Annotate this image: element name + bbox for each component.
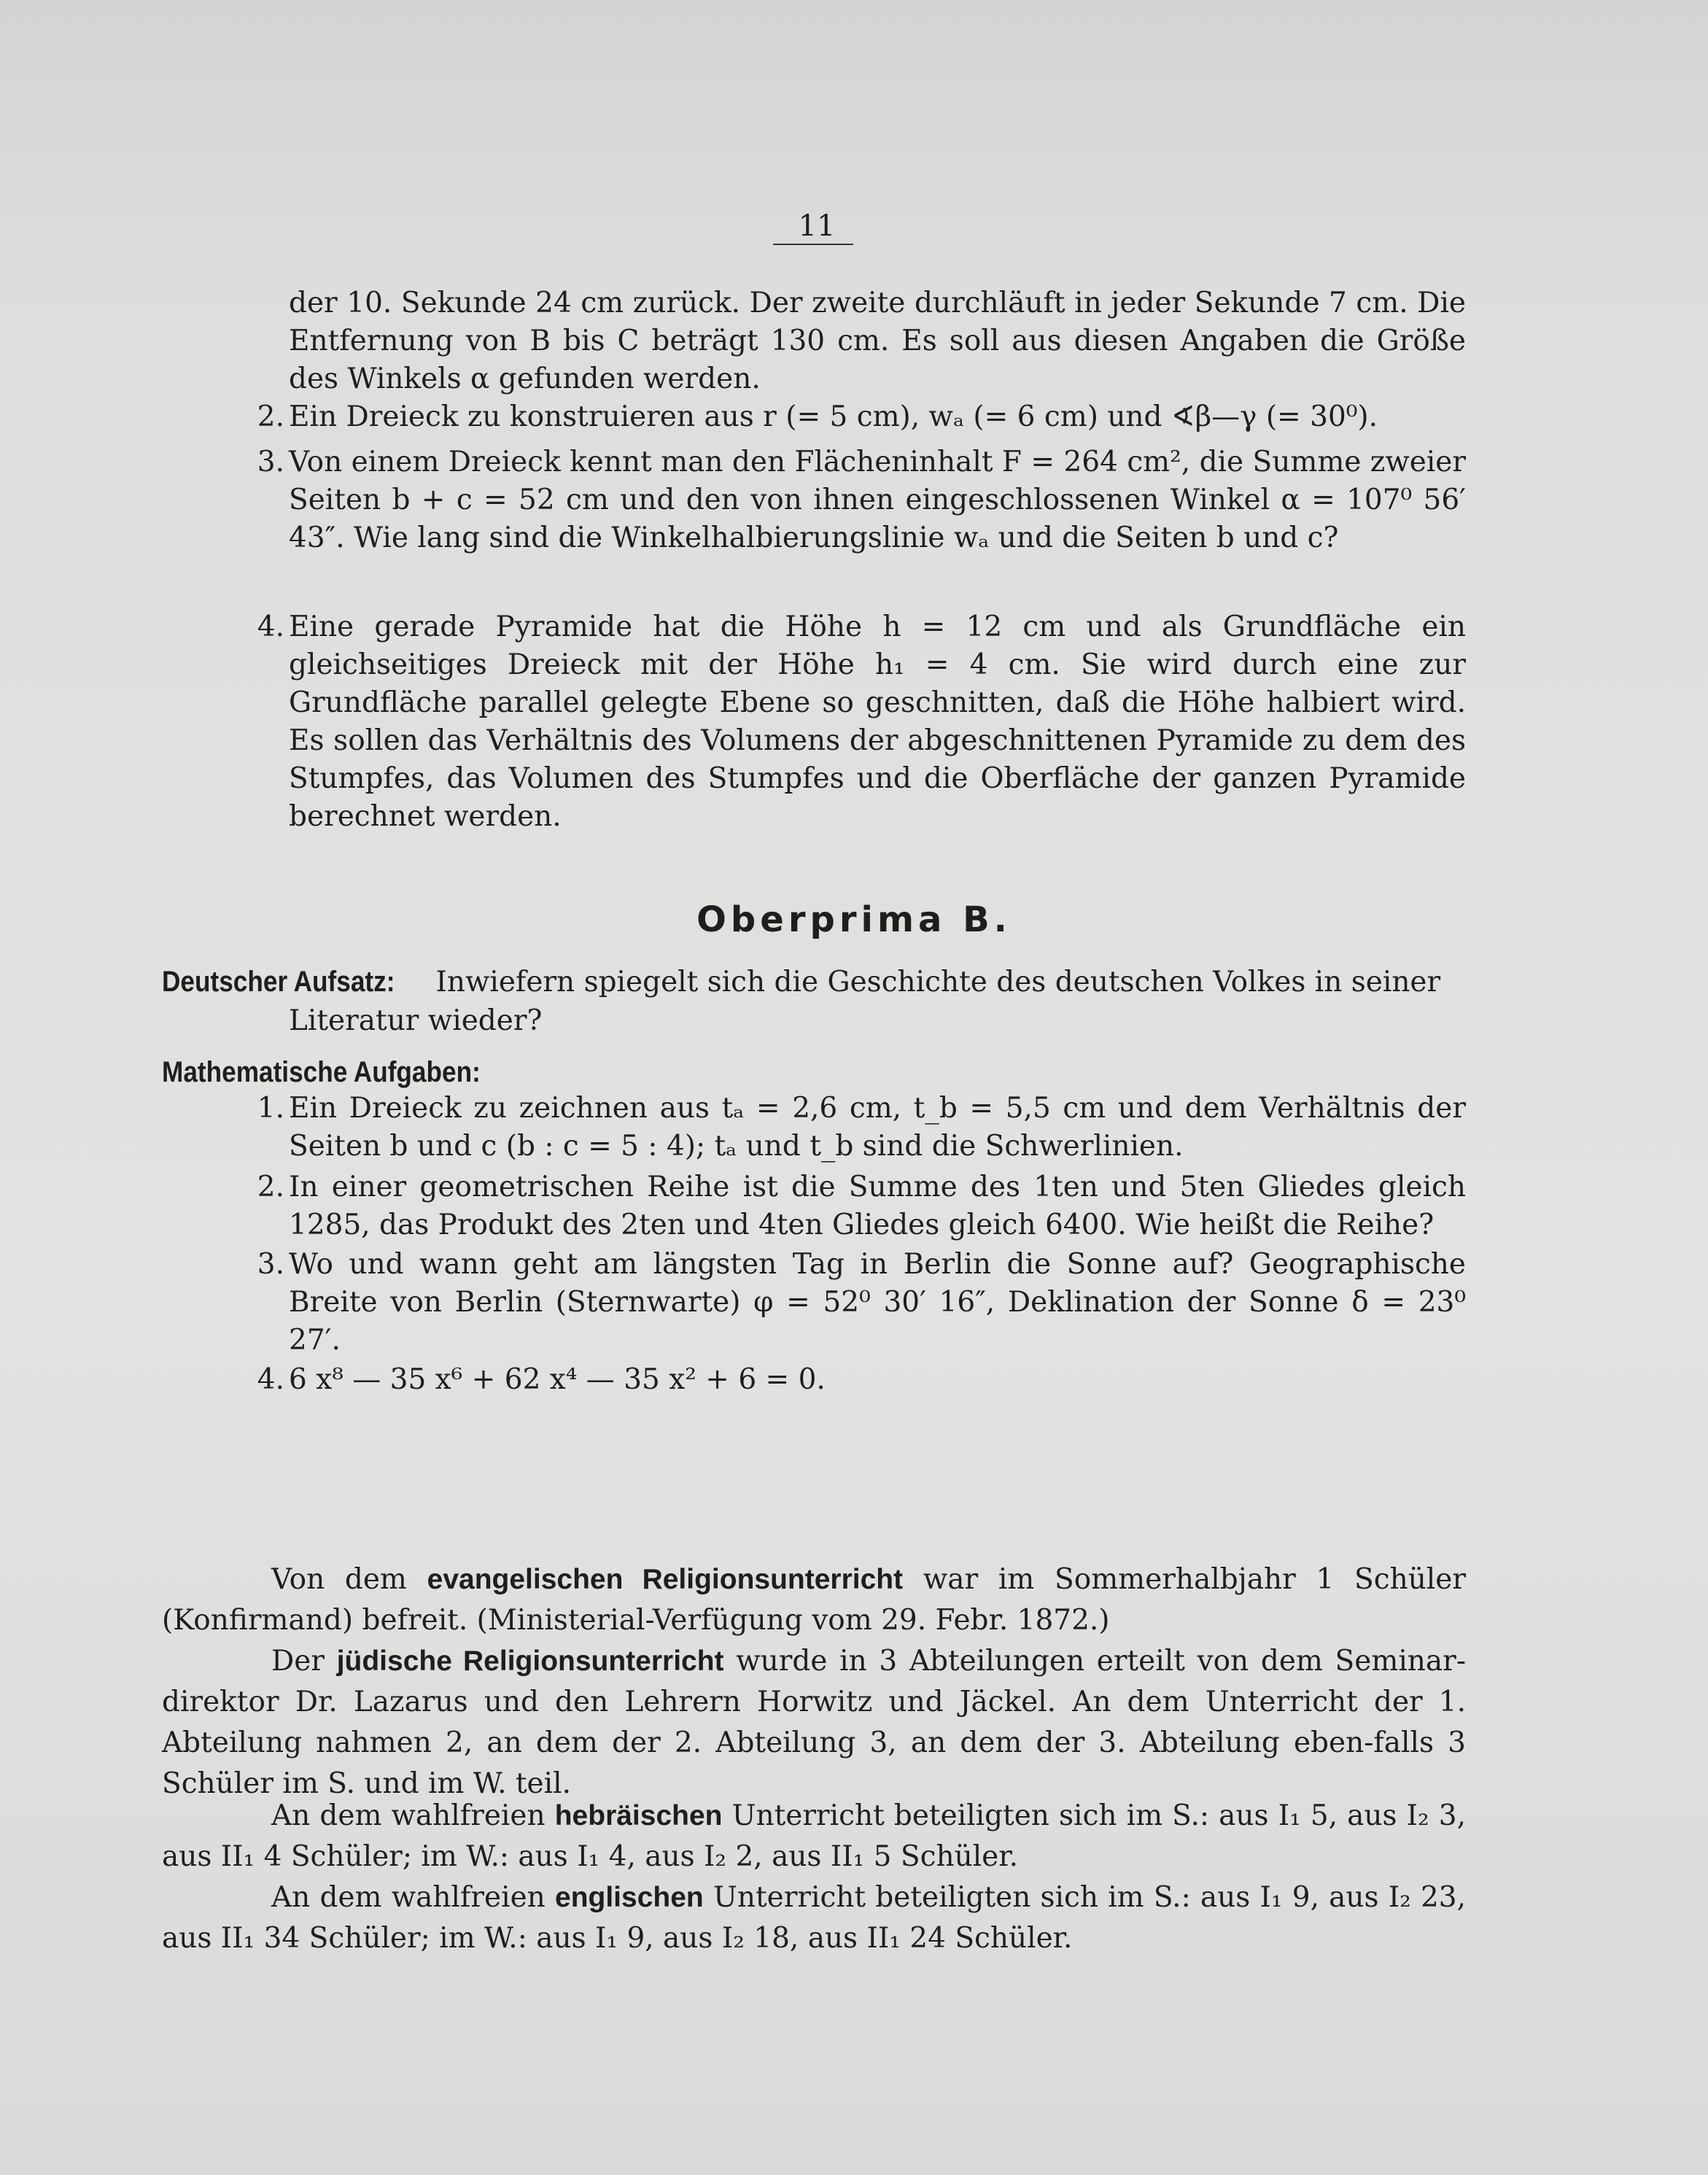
problem-number: 3. — [257, 1248, 284, 1281]
aufsatz-label: Deutscher Aufsatz: — [162, 966, 395, 998]
aufsatz-line — [162, 963, 1467, 1001]
paragraph-hebrew — [162, 1796, 1466, 1877]
continuation-paragraph: der 10. Sekunde 24 cm zurück. Der zweite durchläuft in jeder Sekunde 7 cm. Die Entfernung von B bis C beträgt 130 cm. Es soll aus diesen Angaben die Größe des Winkels α gefunden werden. — [289, 287, 1466, 395]
paragraph-text: wurde in 3 Abteilungen erteilt von dem Seminar-direktor Dr. Lazarus und den Lehrern Horwitz und Jäckel. An dem Unterricht der 1. Abteilung nahmen 2, an dem der 2. Abteilung 3, an dem der 3. Abteilung eben-falls 3 Schüler im S. und im W. teil. — [162, 1645, 1466, 1800]
problem-number: 2. — [257, 400, 284, 433]
paragraph-bold: jüdische Religionsunterricht — [336, 1645, 724, 1677]
problem-number: 2. — [257, 1171, 284, 1203]
paragraph-text: An dem wahlfreien — [271, 1799, 546, 1832]
problem-number: 4. — [257, 610, 284, 643]
problem-text: Ein Dreieck zu zeichnen aus tₐ = 2,6 cm, t_b = 5,5 cm und dem Verhältnis der Seiten b und c (b : c = 5 : 4); tₐ und t_b sind die Schwerlinien. — [289, 1092, 1466, 1163]
problem-number: 4. — [257, 1363, 284, 1396]
problem-text: Eine gerade Pyramide hat die Höhe h = 12 cm und als Grundfläche ein gleichseitiges Dreieck mit der Höhe h₁ = 4 cm. Sie wird durch eine zur Grundfläche parallel gelegte Ebene so geschnitten, daß die Höhe halbiert wird. Es sollen das Verhältnis des Volumens der abgeschnittenen Pyramide zu dem des Stumpfes, das Volumen des Stumpfes und die Oberfläche der ganzen Pyramide berechnet werden. — [289, 610, 1466, 833]
problem-number: 3. — [257, 446, 284, 478]
page-number-rule — [773, 244, 853, 245]
paragraph-text: An dem wahlfreien — [271, 1881, 546, 1914]
problem-text: In einer geometrischen Reihe ist die Summe des 1ten und 5ten Gliedes gleich 1285, das Produkt des 2ten und 4ten Gliedes gleich 6400. Wie heißt die Reihe? — [289, 1171, 1466, 1241]
problem-text: Wo und wann geht am längsten Tag in Berlin die Sonne auf? Geographische Breite von Berlin (Sternwarte) φ = 52⁰ 30′ 16″, Deklination der Sonne δ = 23⁰ 27′. — [289, 1248, 1466, 1357]
page-number: 11 — [798, 209, 836, 243]
paragraph-bold: englischen — [555, 1882, 704, 1913]
problem-text: 6 x⁸ — 35 x⁶ + 62 x⁴ — 35 x² + 6 = 0. — [289, 1363, 826, 1396]
math-label — [162, 1053, 745, 1092]
paragraph-religion — [162, 1559, 1466, 1641]
paragraph-bold: evangelischen Religionsunterricht — [427, 1564, 904, 1595]
math-label-text: Mathematische Aufgaben: — [162, 1056, 481, 1088]
paragraph-text: Unterricht beteiligten sich im S.: aus I₁ 9, aus I₂ 23, aus II₁ 34 Schüler; im W.: aus I₁ 9, aus I₂ 18, aus II₁ 24 Schüler. — [162, 1881, 1467, 1955]
paragraph-text: Der — [271, 1645, 325, 1678]
problem-number: 1. — [257, 1092, 284, 1125]
aufsatz-text: Inwiefern spiegelt sich die Geschichte des deutschen Volkes in seiner — [435, 966, 1441, 999]
problem-text: Von einem Dreieck kennt man den Flächeninhalt F = 264 cm², die Summe zweier Seiten b + c = 52 cm und den von ihnen eingeschlossenen Winkel α = 107⁰ 56′ 43″. Wie lang sind die Winkelhalbierungslinie wₐ und die Seiten b und c? — [289, 446, 1466, 554]
section-heading: Oberprima B. — [696, 899, 1012, 940]
paragraph-jewish — [162, 1641, 1466, 1804]
paragraph-english — [162, 1877, 1466, 1959]
aufsatz-line-2: Literatur wieder? — [289, 1004, 543, 1037]
paragraph-text: war im Sommerhalbjahr 1 Schüler (Konfirmand) befreit. (Ministerial-Verfügung vom 29. Febr. 1872.) — [162, 1563, 1467, 1637]
paragraph-text: Von dem — [271, 1563, 407, 1596]
paragraph-bold: hebräischen — [554, 1800, 723, 1831]
paragraph-text: Unterricht beteiligten sich im S.: aus I₁ 5, aus I₂ 3, aus II₁ 4 Schüler; im W.: aus I₁ 4, aus I₂ 2, aus II₁ 5 Schüler. — [162, 1799, 1467, 1873]
problem-text: Ein Dreieck zu konstruieren aus r (= 5 cm), wₐ (= 6 cm) und ∢β—γ (= 30⁰). — [289, 400, 1378, 433]
